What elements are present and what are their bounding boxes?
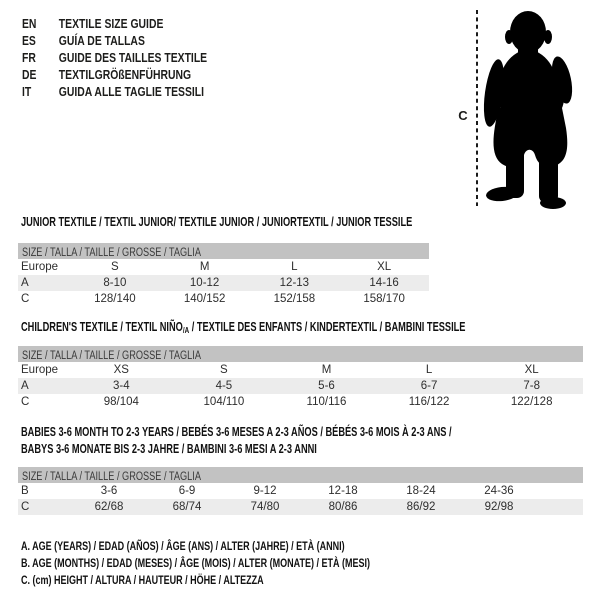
language-row-fr: [22, 49, 207, 66]
row-label: C: [21, 396, 30, 408]
size-cell: M: [199, 261, 210, 273]
table-row: [18, 378, 583, 394]
row-label: B: [21, 485, 29, 497]
footnote-legend: [21, 538, 486, 589]
footnote-a: A. AGE (YEARS) / EDAD (AÑOS) / ÂGE (ANS) / ALTER (JAHRE) / ETÀ (ANNI): [21, 539, 345, 553]
language-row-en: [22, 15, 207, 32]
size-cell: 116/122: [408, 396, 450, 408]
size-cell: XS: [113, 364, 129, 376]
size-cell: 5-6: [275, 378, 378, 394]
size-cell: 18-24: [406, 485, 436, 497]
language-title: TEXTILGRÖßENFÜHRUNG: [58, 67, 192, 82]
language-title: GUÍA DE TALLAS: [58, 33, 145, 48]
babies-section-title: [21, 424, 452, 458]
size-cell: 110/116: [306, 396, 347, 408]
size-bar-label: SIZE / TALLA / TAILLE / GRÖSSE / TAGLIA: [22, 247, 201, 259]
junior-section-title: JUNIOR TEXTILE / TEXTIL JUNIOR/ TEXTILE JUNIOR / JUNIORTEXTIL / JUNIOR TESSILE: [21, 215, 413, 229]
language-code: FR: [22, 50, 36, 65]
size-cell: 152/158: [273, 293, 316, 305]
row-label: C: [21, 293, 30, 305]
size-cell: L: [425, 364, 433, 376]
size-cell: 6-9: [178, 485, 196, 497]
size-cell: 128/140: [94, 293, 136, 305]
size-bar: [18, 243, 429, 259]
children-section-title: [21, 320, 465, 337]
size-cell: 6-7: [378, 378, 481, 394]
size-cell: 9-12: [253, 485, 277, 497]
size-cell: 14-16: [339, 275, 429, 291]
size-cell: 4-5: [173, 378, 276, 394]
size-bar-label: SIZE / TALLA / TAILLE / GRÖSSE / TAGLIA: [22, 350, 201, 362]
children-size-table: [18, 346, 583, 410]
size-cell: 10-12: [160, 275, 250, 291]
table-row: [18, 259, 429, 275]
size-cell: S: [220, 364, 228, 376]
footnote-b: B. AGE (MONTHS) / EDAD (MESES) / ÂGE (MOIS) / ALTER (MONATE) / ETÀ (MESI): [21, 556, 370, 570]
size-cell: 92/98: [460, 499, 538, 515]
size-cell: 68/74: [148, 499, 226, 515]
language-title: TEXTILE SIZE GUIDE: [58, 16, 164, 31]
size-cell: L: [291, 261, 298, 273]
size-cell: 86/92: [382, 499, 460, 515]
spacer-cell: [538, 499, 583, 515]
language-row-es: [22, 32, 207, 49]
language-title-list: [22, 15, 253, 100]
row-label: Europe: [21, 364, 59, 376]
babies-title-line1: BABIES 3-6 MONTH TO 2-3 YEARS / BEBÉS 3-6 MESES A 2-3 AÑOS / BÉBÉS 3-6 MOIS À 2-3 ANS /: [21, 425, 452, 439]
size-bar-label: SIZE / TALLA / TAILLE / GRÖSSE / TAGLIA: [22, 471, 201, 483]
table-row: [18, 499, 583, 515]
table-row: [18, 362, 583, 378]
language-row-it: [22, 83, 207, 100]
size-cell: 12-13: [250, 275, 340, 291]
size-bar: [18, 467, 583, 483]
table-row: [18, 394, 583, 410]
size-cell: 74/80: [226, 499, 304, 515]
footnote-c: C. (cm) HEIGHT / ALTURA / HAUTEUR / HÖHE / ALTEZZA: [21, 573, 264, 587]
size-cell: 8-10: [70, 275, 160, 291]
language-title: GUIDE DES TAILLES TEXTILE: [58, 50, 208, 65]
size-cell: 80/86: [304, 499, 382, 515]
size-cell: 104/110: [203, 396, 245, 408]
size-cell: 12-18: [328, 485, 358, 497]
size-cell: 24-36: [484, 485, 514, 497]
row-label: C: [18, 499, 70, 515]
babies-title-line2: BABYS 3-6 MONATE BIS 2-3 JAHRE / BAMBINI 3-6 MESI A 2-3 ANNI: [21, 442, 317, 456]
row-label: A: [18, 275, 70, 291]
language-code: IT: [22, 84, 32, 99]
size-cell: 98/104: [103, 396, 139, 408]
children-title-subscript: /A: [182, 325, 190, 335]
size-cell: 3-6: [100, 485, 118, 497]
babies-table: [18, 483, 583, 515]
size-cell: XL: [524, 364, 539, 376]
junior-size-table: [18, 243, 429, 307]
children-table: [18, 362, 583, 410]
language-row-de: [22, 66, 207, 83]
table-row: [18, 291, 429, 307]
size-cell: S: [111, 261, 119, 273]
toddler-silhouette: [480, 11, 575, 209]
language-code: ES: [22, 33, 36, 48]
size-cell: M: [321, 364, 332, 376]
size-cell: 140/152: [183, 293, 226, 305]
language-code: DE: [22, 67, 37, 82]
children-title-part: / TEXTILE DES ENFANTS / KINDERTEXTIL / BAMBINI TESSILE: [189, 320, 466, 334]
size-cell: 62/68: [70, 499, 148, 515]
language-title: GUIDA ALLE TAGLIE TESSILI: [58, 84, 205, 99]
row-label: A: [18, 378, 70, 394]
measure-label-c: C: [458, 108, 468, 123]
size-cell: 158/170: [363, 293, 405, 305]
junior-table: [18, 259, 429, 307]
spacer-cell: [538, 483, 583, 499]
babies-size-table: [18, 467, 583, 515]
size-cell: 3-4: [70, 378, 173, 394]
size-cell: 122/128: [510, 396, 553, 408]
size-cell: XL: [377, 261, 392, 273]
table-row: [18, 275, 429, 291]
row-label: Europe: [21, 261, 59, 273]
size-bar: [18, 346, 583, 362]
children-title-part: CHILDREN'S TEXTILE / TEXTIL NIÑO: [21, 320, 183, 334]
table-row: [18, 483, 583, 499]
size-cell: 7-8: [480, 378, 583, 394]
language-code: EN: [22, 16, 37, 31]
